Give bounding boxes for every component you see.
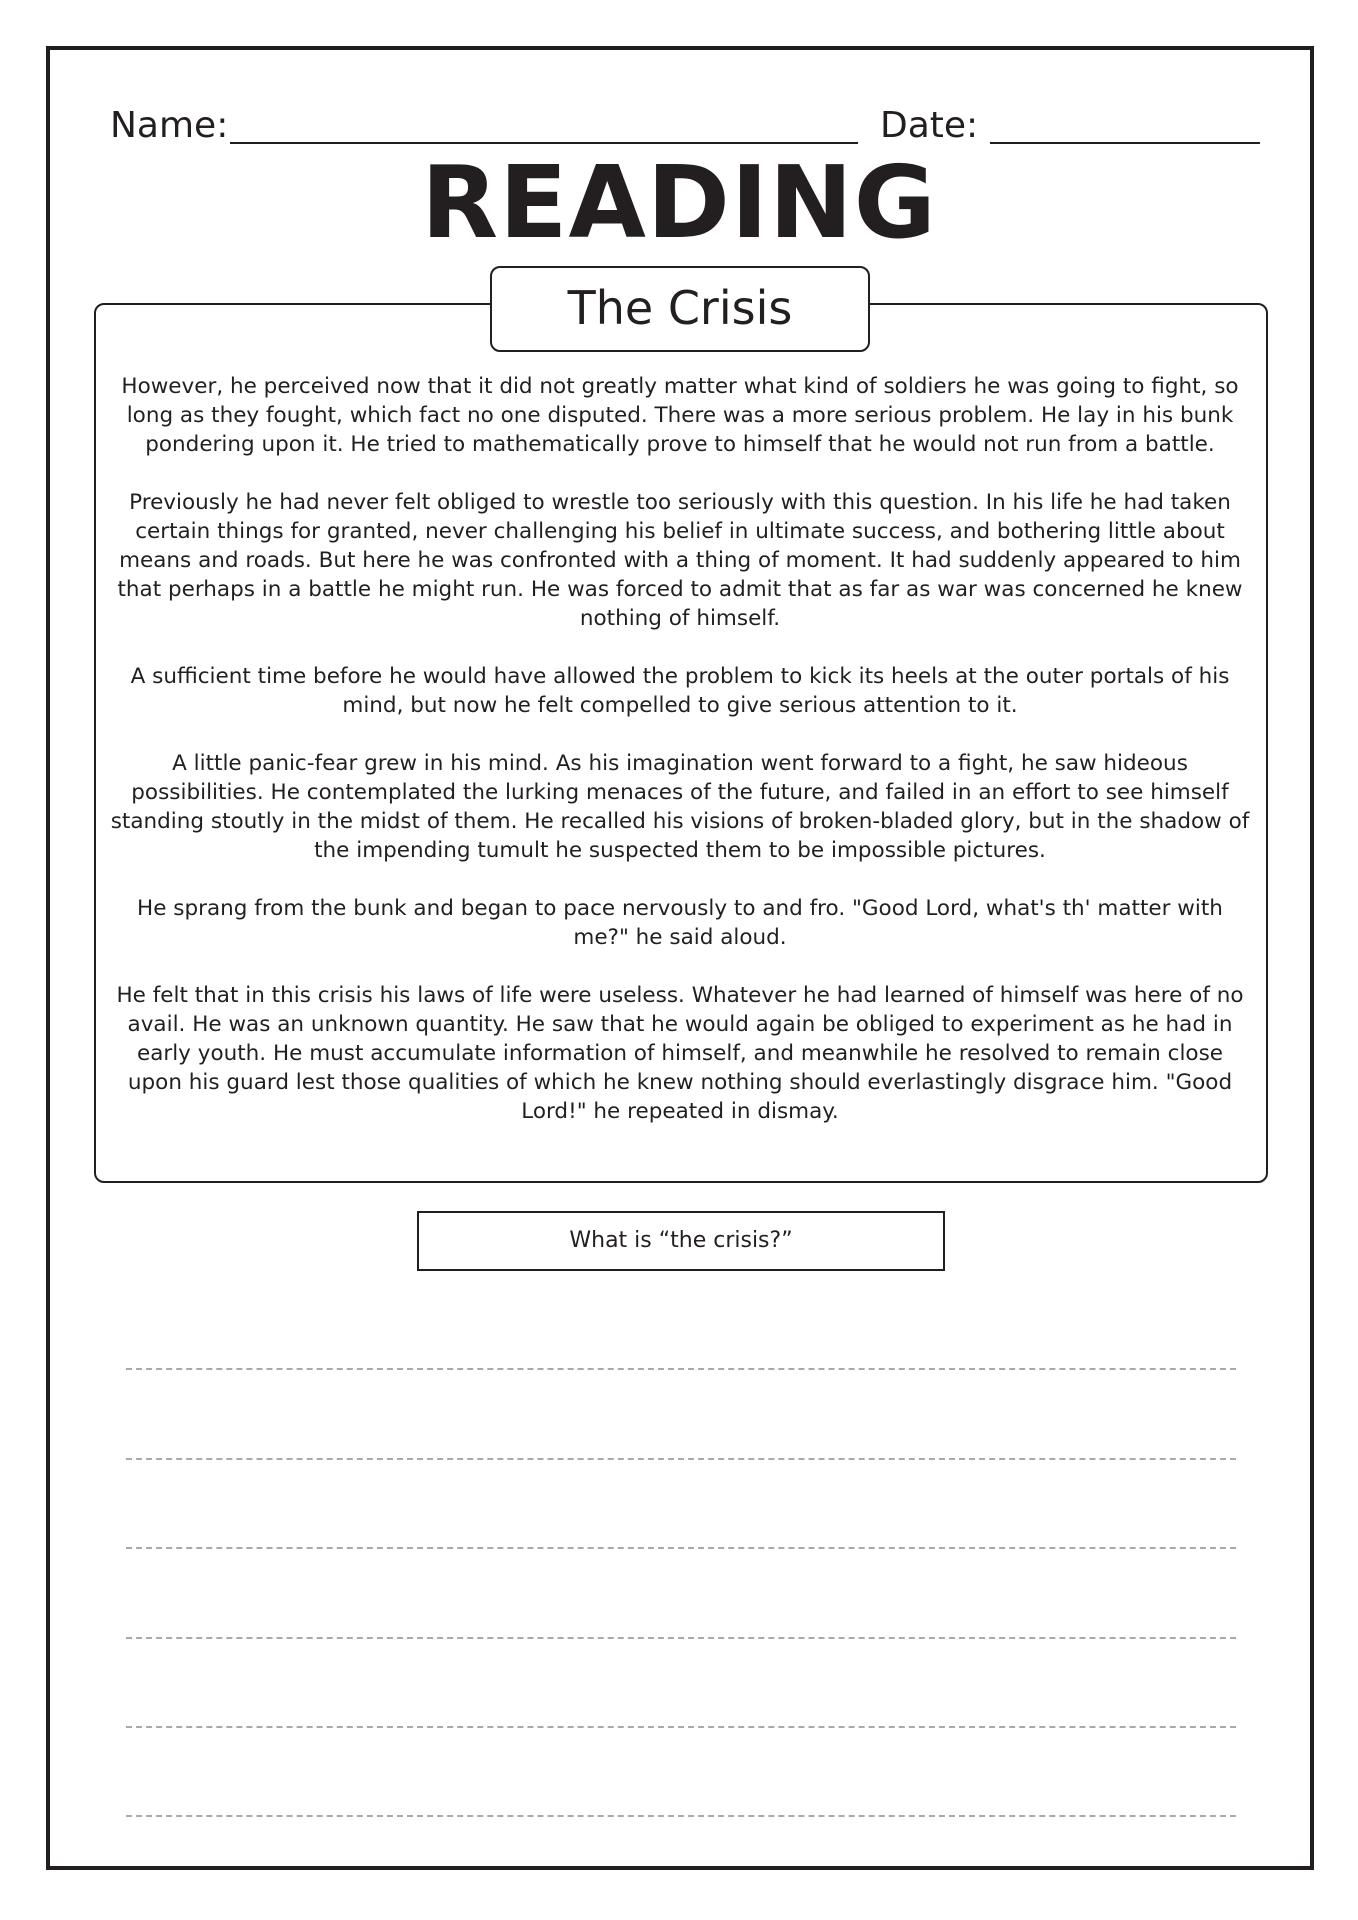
passage-paragraph: However, he perceived now that it did not greatly matter what kind of soldiers he was going to fight, so long as they fought, which fact no one disputed. There was a more serious problem. He lay in his bunk pondering upon it. He tried to mathematically prove to himself that he would not run from a battle. bbox=[121, 374, 1239, 457]
answer-line[interactable] bbox=[126, 1547, 1236, 1549]
passage-paragraph: He felt that in this crisis his laws of life were useless. Whatever he had learned of himself was here of no avail. He was an unknown quantity. He saw that he would again be obliged to experiment as he had in early youth. He must accumulate information of himself, and meanwhile he resolved to remain close upon his guard lest those qualities of which he knew nothing should everlastingly disgrace him. "Good Lord!" he repeated in dismay. bbox=[116, 983, 1244, 1124]
date-field[interactable] bbox=[990, 142, 1260, 144]
date-label: Date: bbox=[880, 105, 979, 146]
passage-paragraph: A sufficient time before he would have allowed the problem to kick its heels at the outer portals of his mind, but now he felt compelled to give serious attention to it. bbox=[130, 664, 1230, 718]
answer-line[interactable] bbox=[126, 1368, 1236, 1370]
answer-line[interactable] bbox=[126, 1637, 1236, 1639]
question-box: What is “the crisis?” bbox=[417, 1211, 945, 1271]
passage-text bbox=[110, 372, 1250, 1155]
answer-line[interactable] bbox=[126, 1815, 1236, 1817]
answer-line[interactable] bbox=[126, 1726, 1236, 1728]
passage-paragraph: Previously he had never felt obliged to wrestle too seriously with this question. In his life he had taken certain things for granted, never challenging his belief in ultimate success, and bothering little about means and roads. But here he was confronted with a thing of moment. It had suddenly appeared to him that perhaps in a battle he might run. He was forced to admit that as far as war was concerned he knew nothing of himself. bbox=[117, 490, 1243, 631]
passage-title: The Crisis bbox=[490, 266, 870, 352]
passage-paragraph: A little panic-fear grew in his mind. As his imagination went forward to a fight, he saw hideous possibilities. He contemplated the lurking menaces of the future, and failed in an effort to see himself standing stoutly in the midst of them. He recalled his visions of broken-bladed glory, but in the shadow of the impending tumult he suspected them to be impossible pictures. bbox=[110, 751, 1250, 863]
answer-line[interactable] bbox=[126, 1458, 1236, 1460]
passage-paragraph: He sprang from the bunk and began to pace nervously to and fro. "Good Lord, what's th' matter with me?" he said aloud. bbox=[137, 896, 1223, 950]
name-label: Name: bbox=[110, 105, 229, 146]
page-title: READING bbox=[421, 144, 937, 261]
header-fields bbox=[110, 104, 1260, 148]
